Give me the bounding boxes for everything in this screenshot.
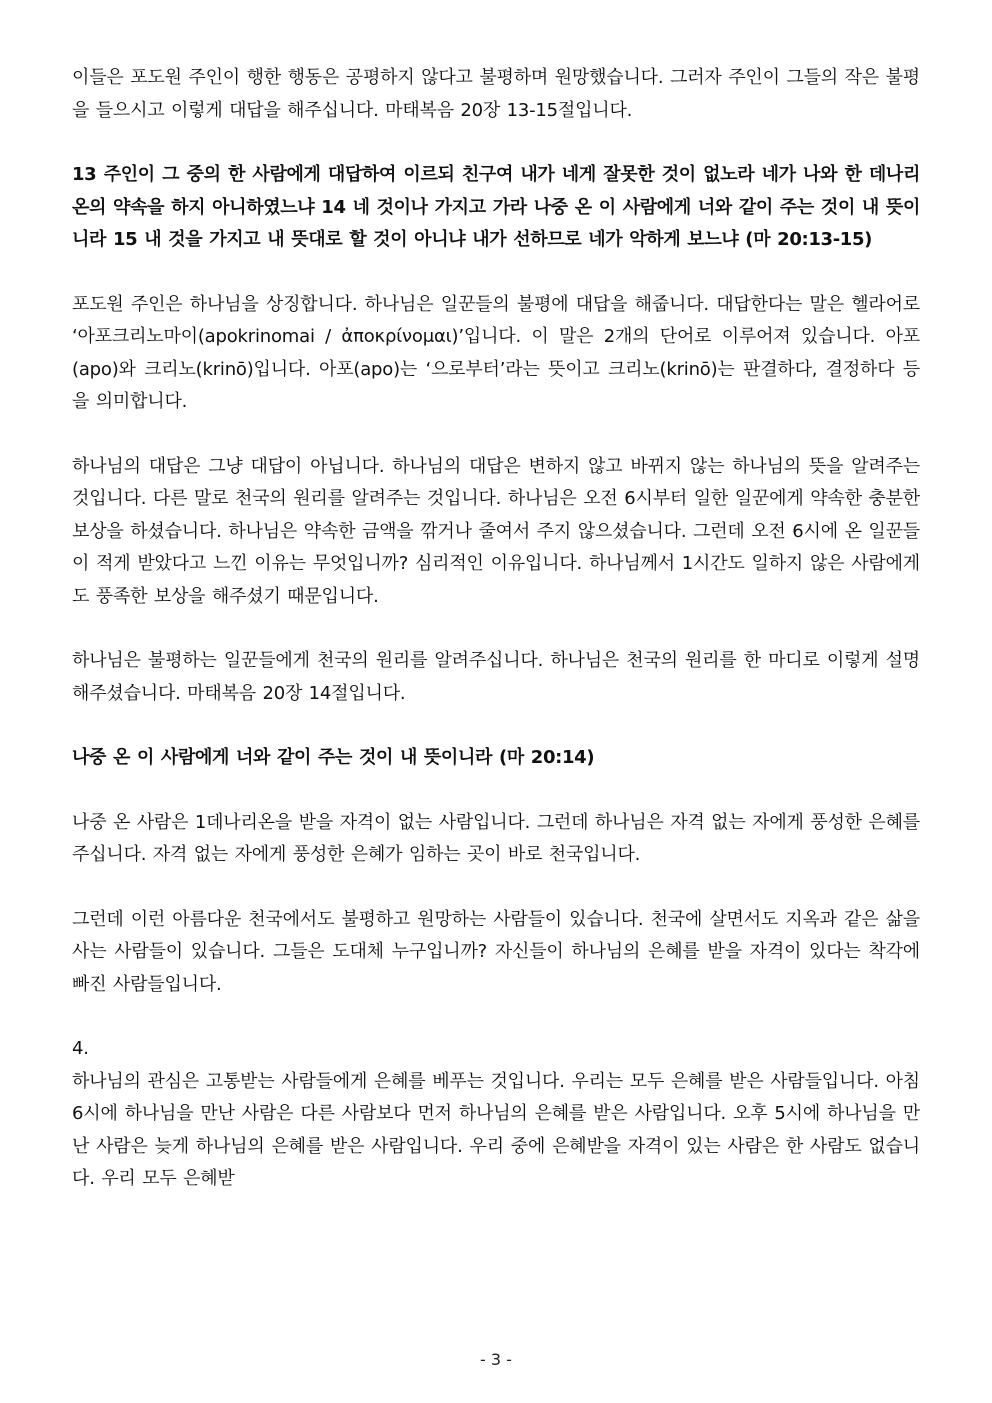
paragraph-intro: 이들은 포도원 주인이 행한 행동은 공평하지 않다고 불평하며 원망했습니다. 그러자 주인이 그들의 작은 불평을 들으시고 이렇게 대답을 해주십니다. 마태복음 20장 13-15절입니다. (72, 67, 920, 121)
scripture-quote-matthew-20-13-15: 13 주인이 그 중의 한 사람에게 대답하여 이르되 친구여 내가 네게 잘못한 것이 없노라 네가 나와 한 데나리온의 약속을 하지 아니하였느냐 14 네 것이나 가지고 가라 나중 온 이 사람에게 너와 같이 주는 것이 내 뜻이니라 15 내 것을 가지고 내 뜻대로 할 것이 아니냐 내가 선하므로 네가 악하게 보느냐 (마 20:13-15) (72, 164, 920, 250)
scripture-quote-matthew-20-14: 나중 온 이 사람에게 너와 같이 주는 것이 내 뜻이니라 (마 20:14) (72, 747, 595, 768)
paragraph-vineyard-owner: 포도원 주인은 하나님을 상징합니다. 하나님은 일꾼들의 불평에 대답을 해줍니다. 대답한다는 말은 헬라어로 ‘아포크리노마이(apokrinomai / ἀποκρίνομαι)’입니다. 이 말은 2개의 단어로 이루어져 있습니다. 아포(apo)와 크리노(krinō)입니다. 아포(apo)는 ‘으로부터’라는 뜻이고 크리노(krinō)는 판결하다, 결정하다 등을 의미합니다. (72, 293, 920, 412)
section-number: 4. (72, 1038, 89, 1059)
paragraph-complainers: 그런데 이런 아름다운 천국에서도 불평하고 원망하는 사람들이 있습니다. 천국에 살면서도 지옥과 같은 삶을 사는 사람들이 있습니다. 그들은 도대체 누구입니까? 자신들이 하나님의 은혜를 받을 자격이 있다는 착각에 빠진 사람들입니다. (72, 908, 920, 995)
paragraph-gods-answer: 하나님의 대답은 그냥 대답이 아닙니다. 하나님의 대답은 변하지 않고 바뀌지 않는 하나님의 뜻을 알려주는 것입니다. 다른 말로 천국의 원리를 알려주는 것입니다. 하나님은 오전 6시부터 일한 일꾼에게 약속한 충분한 보상을 하셨습니다. 하나님은 약속한 금액을 깎거나 줄여서 주지 않으셨습니다. 그런데 오전 6시에 온 일꾼들이 적게 받았다고 느낀 이유는 무엇입니까? 심리적인 이유입니다. 하나님께서 1시간도 일하지 않은 사람에게도 풍족한 보상을 해주셨기 때문입니다. (72, 455, 920, 607)
document-body (72, 62, 920, 1196)
page-number: - 3 - (480, 1350, 512, 1369)
paragraph-heaven-principle: 하나님은 불평하는 일꾼들에게 천국의 원리를 알려주십니다. 하나님은 천국의 원리를 한 마디로 이렇게 설명해주셨습니다. 마태복음 20장 14절입니다. (72, 650, 920, 704)
section-paragraph: 하나님의 관심은 고통받는 사람들에게 은혜를 베푸는 것입니다. 우리는 모두 은혜를 받은 사람들입니다. 아침 6시에 하나님을 만난 사람은 다른 사람보다 먼저 하나님의 은혜를 받은 사람입니다. 오후 5시에 하나님을 만난 사람은 늦게 하나님의 은혜를 받은 사람입니다. 우리 중에 은혜받을 자격이 있는 사람은 한 사람도 없습니다. 우리 모두 은혜받 (72, 1070, 920, 1189)
paragraph-late-comer: 나중 온 사람은 1데나리온을 받을 자격이 없는 사람입니다. 그런데 하나님은 자격 없는 자에게 풍성한 은혜를 주십니다. 자격 없는 자에게 풍성한 은혜가 임하는 곳이 바로 천국입니다. (72, 811, 920, 865)
